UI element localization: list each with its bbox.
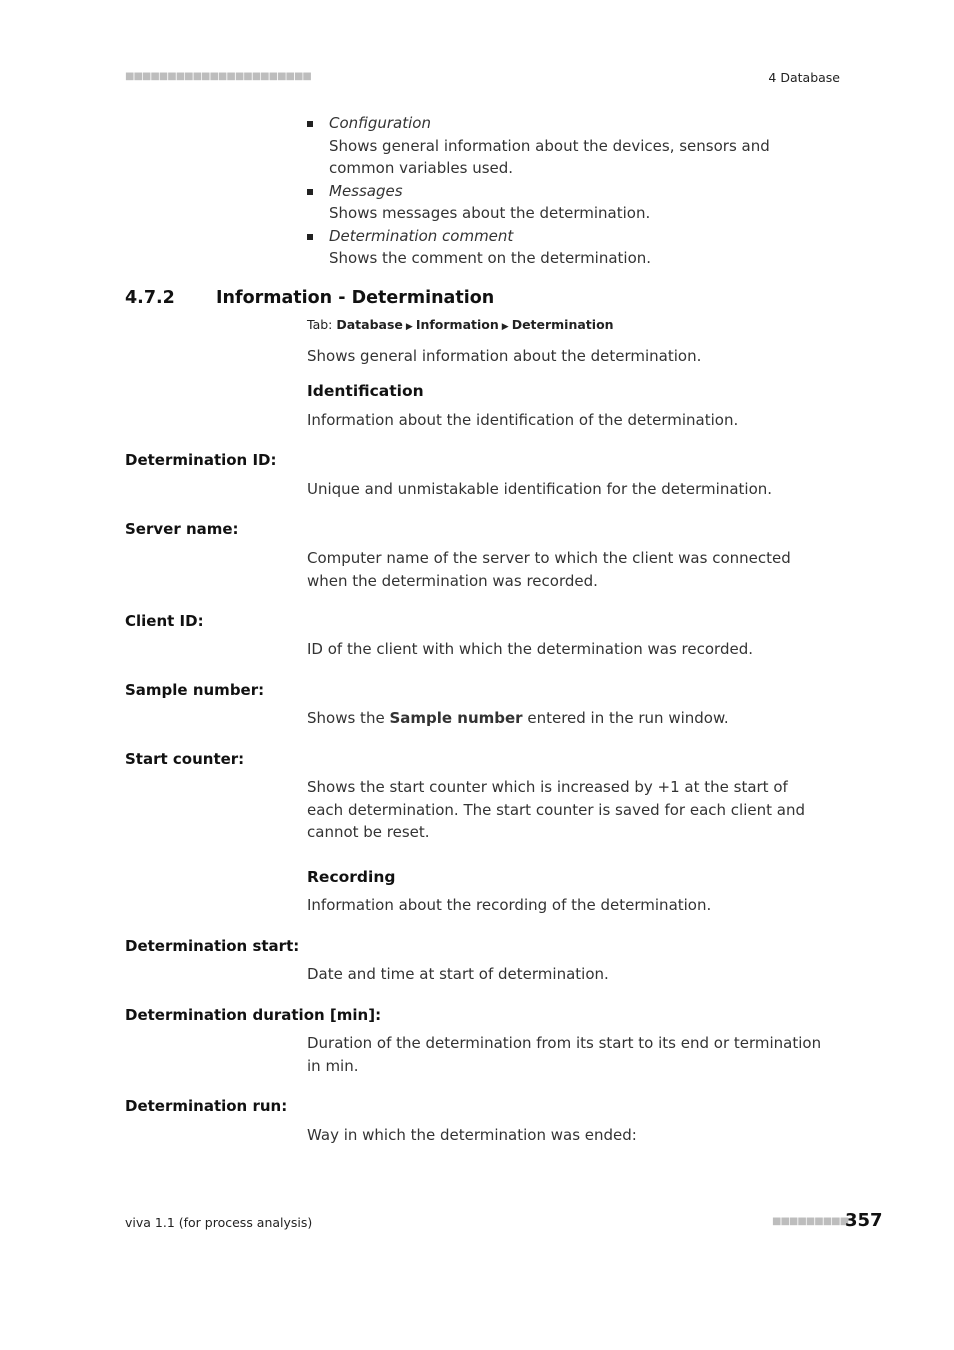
tab-list	[307, 112, 827, 270]
identification-heading: Identification	[307, 382, 424, 400]
field-desc-determination-start: Date and time at start of determination.	[307, 965, 609, 983]
bullet-icon	[307, 189, 313, 195]
triangle-right-icon: ▶	[501, 322, 509, 332]
field-desc-sample-number	[307, 707, 827, 730]
tab-prefix: Tab:	[307, 317, 333, 332]
desc-text: Shows the	[307, 709, 390, 727]
bullet-icon	[307, 234, 313, 240]
field-label-sample-number: Sample number:	[125, 681, 265, 699]
list-item	[307, 112, 827, 180]
desc-text: entered in the run window.	[522, 709, 729, 727]
field-label-determination-run: Determination run:	[125, 1097, 288, 1115]
section-title: Information - Determination	[216, 288, 495, 308]
list-item-term: Messages	[329, 181, 403, 200]
field-label-determination-duration: Determination duration [min]:	[125, 1006, 382, 1024]
list-item-term: Configuration	[329, 114, 431, 132]
field-desc-client-id: ID of the client with which the determination was recorded.	[307, 640, 753, 658]
footer-product: viva 1.1 (for process analysis)	[125, 1215, 313, 1230]
field-label-determination-start: Determination start:	[125, 937, 300, 955]
header-decoration: ■■■■■■■■■■■■■■■■■■■■■■	[125, 71, 311, 82]
bullet-icon	[307, 121, 313, 127]
field-desc-determination-run: Way in which the determination was ended:	[307, 1126, 637, 1144]
recording-intro: Information about the recording of the determination.	[307, 896, 712, 914]
field-label-server-name: Server name:	[125, 520, 239, 538]
triangle-right-icon: ▶	[405, 322, 413, 332]
tab-path-item: Database	[336, 317, 403, 332]
header-chapter: 4 Database	[768, 70, 840, 85]
field-desc-start-counter: Shows the start counter which is increased by +1 at the start of each determination. The start counter is saved for each client and cannot be reset.	[307, 778, 805, 841]
field-desc-determination-duration: Duration of the determination from its start to its end or termination in min.	[307, 1034, 822, 1075]
tab-path	[307, 317, 614, 332]
section-intro: Shows general information about the determination.	[307, 347, 702, 365]
section-number: 4.7.2	[125, 288, 175, 308]
list-item-desc: Shows the comment on the determination.	[329, 249, 652, 267]
list-item-term: Determination comment	[329, 226, 514, 245]
section-heading	[125, 288, 494, 308]
tab-path-item: Information	[415, 317, 499, 332]
list-item	[307, 225, 827, 270]
field-label-start-counter: Start counter:	[125, 750, 245, 768]
field-label-client-id: Client ID:	[125, 612, 204, 630]
field-label-determination-id: Determination ID:	[125, 451, 277, 469]
field-desc-server-name: Computer name of the server to which the client was connected when the determination was recorded.	[307, 549, 791, 590]
desc-emphasis: Sample number	[389, 709, 523, 727]
page-number: 357	[845, 1210, 883, 1231]
recording-heading: Recording	[307, 868, 396, 886]
footer-decoration: ■■■■■■■■■	[772, 1216, 849, 1227]
tab-path-item: Determination	[511, 317, 614, 332]
field-desc-determination-id: Unique and unmistakable identification for the determination.	[307, 480, 773, 498]
identification-intro: Information about the identification of the determination.	[307, 411, 739, 429]
list-item-desc: Shows general information about the devices, sensors and common variables used.	[329, 136, 770, 177]
list-item	[307, 180, 827, 225]
list-item-desc: Shows messages about the determination.	[329, 204, 651, 222]
